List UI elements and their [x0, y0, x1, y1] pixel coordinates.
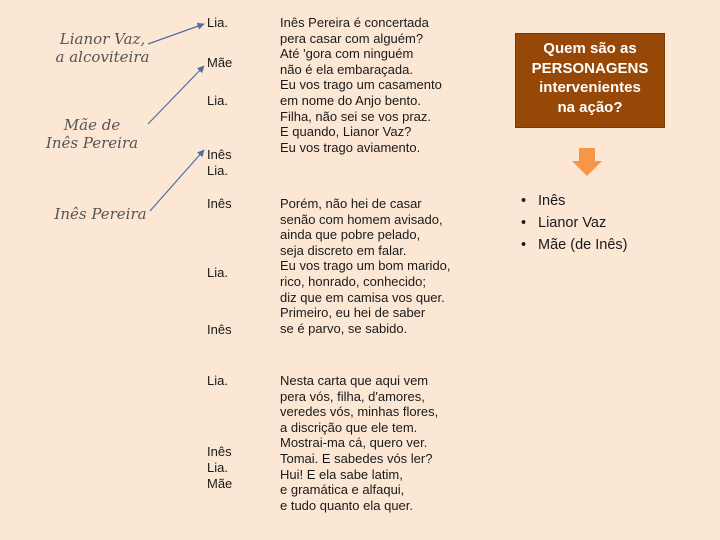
bullet-icon: • — [521, 193, 527, 209]
character-label-ines: Inês Pereira — [54, 205, 147, 223]
speaker-label: Inês — [207, 322, 232, 337]
speaker-label: Inês — [207, 196, 232, 211]
question-line: PERSONAGENS — [531, 59, 649, 77]
list-item — [518, 212, 627, 234]
bullet-icon: • — [521, 215, 527, 231]
bullet-icon: • — [521, 237, 527, 253]
answer-list — [518, 190, 627, 256]
verse-block-1: Inês Pereira é concertada pera casar com alguém? Até 'gora com ninguém não é ela embaraçada. Eu vos trago um casamento em nome do Anjo bento. Filha, não sei se vos praz. E quando, Lianor Vaz? Eu vos trago aviamento. — [280, 15, 442, 155]
speaker-label: Lia. — [207, 460, 228, 475]
list-item-text: Lianor Vaz — [538, 215, 607, 231]
list-item-text: Inês — [538, 193, 566, 209]
list-item — [518, 190, 627, 212]
question-line: Quem são as — [543, 40, 637, 57]
speaker-label: Lia. — [207, 373, 228, 388]
connector-lianor-lia — [148, 24, 204, 44]
character-label-mae: Mãe de Inês Pereira — [45, 116, 139, 152]
speaker-label: Mãe — [207, 476, 233, 491]
down-arrow-icon — [572, 148, 602, 176]
speaker-label: Mãe — [207, 55, 233, 70]
verse-block-2: Porém, não hei de casar senão com homem avisado, ainda que pobre pelado, seja discreto em falar. Eu vos trago um bom marido, rico, honrado, conhecido; diz que em camisa vos quer. Primeiro, eu hei de saber se é parvo, se sabido. — [280, 196, 451, 336]
character-label-lianor: Lianor Vaz, a alcoviteira — [55, 30, 150, 66]
connector-mae — [148, 66, 204, 124]
speaker-label: Inês — [207, 147, 232, 162]
question-box — [515, 33, 665, 128]
connector-ines — [150, 150, 204, 211]
list-item-text: Mãe (de Inês) — [538, 237, 628, 253]
list-item — [518, 234, 627, 256]
speaker-label: Inês — [207, 444, 232, 459]
speaker-label: Lia. — [207, 163, 228, 178]
speaker-label: Lia. — [207, 15, 228, 30]
verse-block-3: Nesta carta que aqui vem pera vós, filha, d'amores, veredes vós, minhas flores, a discrição que ele tem. Mostrai-ma cá, quero ver. Tomai. E sabedes vós ler? Hui! E ela sabe latim, e gramática e alfaqui, e tudo quanto ela quer. — [280, 373, 439, 513]
question-line: na ação? — [557, 98, 623, 116]
speaker-label: Lia. — [207, 93, 228, 108]
question-line: intervenientes — [539, 79, 641, 96]
speaker-label: Lia. — [207, 265, 228, 280]
